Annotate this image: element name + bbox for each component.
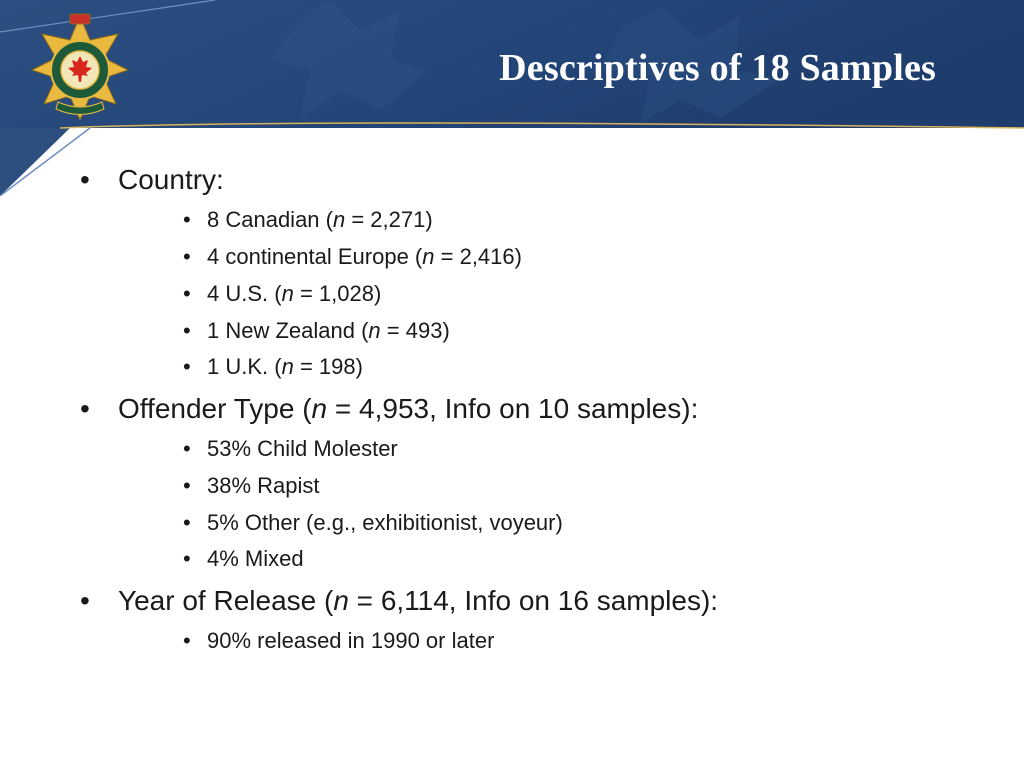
bullet-dot: • — [183, 436, 191, 461]
bullet-year-of-release — [80, 585, 719, 617]
bullet-dot: • — [80, 393, 90, 424]
sub-bullet-uk — [183, 354, 363, 380]
bullet-text: Country: — [118, 164, 224, 195]
slide-title: Descriptives of 18 Samples — [499, 47, 936, 89]
sub-bullet-child-molester — [183, 436, 398, 462]
n-symbol: n — [368, 318, 381, 343]
n-symbol: n — [311, 393, 328, 424]
sub-bullet-new-zealand — [183, 318, 450, 344]
sub-bullet-value: = 1,028) — [293, 281, 382, 306]
sub-bullet-text: 4% Mixed — [207, 546, 304, 571]
sub-bullet-text: 8 Canadian ( — [207, 207, 333, 232]
sub-bullet-value: = 493) — [380, 318, 450, 343]
bullet-dot: • — [183, 354, 191, 379]
sub-bullet-text: 4 U.S. ( — [207, 281, 282, 306]
bullet-dot: • — [183, 207, 191, 232]
n-symbol: n — [422, 244, 435, 269]
sub-bullet-us — [183, 281, 382, 307]
bullet-offender-type — [80, 393, 699, 425]
sub-bullet-text: 53% Child Molester — [207, 436, 398, 461]
sub-bullet-released-1990 — [183, 628, 495, 654]
sub-bullet-value: = 2,271) — [345, 207, 433, 232]
sub-bullet-text: 90% released in 1990 or later — [207, 628, 495, 653]
bullet-country — [80, 164, 224, 196]
bullet-dot: • — [80, 585, 90, 616]
sub-bullet-text: 4 continental Europe ( — [207, 244, 423, 269]
bullet-dot: • — [183, 318, 191, 343]
sub-bullet-text: 1 New Zealand ( — [207, 318, 369, 343]
sub-bullet-rapist — [183, 473, 320, 499]
sub-bullet-canadian — [183, 207, 433, 233]
bullet-text: Offender Type ( — [118, 393, 312, 424]
bullet-dot: • — [183, 628, 191, 653]
sub-bullet-europe — [183, 244, 522, 270]
bullet-dot: • — [183, 546, 191, 571]
n-symbol: n — [332, 207, 346, 232]
sub-bullet-other — [183, 510, 563, 536]
sub-bullet-mixed — [183, 546, 304, 572]
bullet-dot: • — [183, 281, 191, 306]
sub-bullet-text: 5% Other (e.g., exhibitionist, voyeur) — [207, 510, 563, 535]
n-symbol: n — [281, 354, 294, 379]
n-symbol: n — [333, 585, 349, 616]
n-symbol: n — [281, 281, 294, 306]
bullet-dot: • — [183, 510, 191, 535]
bullet-text: Year of Release ( — [118, 585, 334, 616]
bullet-dot: • — [80, 164, 90, 195]
bullet-value: = 4,953, Info on 10 samples): — [327, 393, 699, 424]
bullet-dot: • — [183, 473, 191, 498]
bullet-value: = 6,114, Info on 16 samples): — [348, 585, 719, 616]
sub-bullet-text: 1 U.K. ( — [207, 354, 282, 379]
sub-bullet-value: = 2,416) — [434, 244, 522, 269]
sub-bullet-value: = 198) — [293, 354, 363, 379]
bullet-dot: • — [183, 244, 191, 269]
sub-bullet-text: 38% Rapist — [207, 473, 320, 498]
